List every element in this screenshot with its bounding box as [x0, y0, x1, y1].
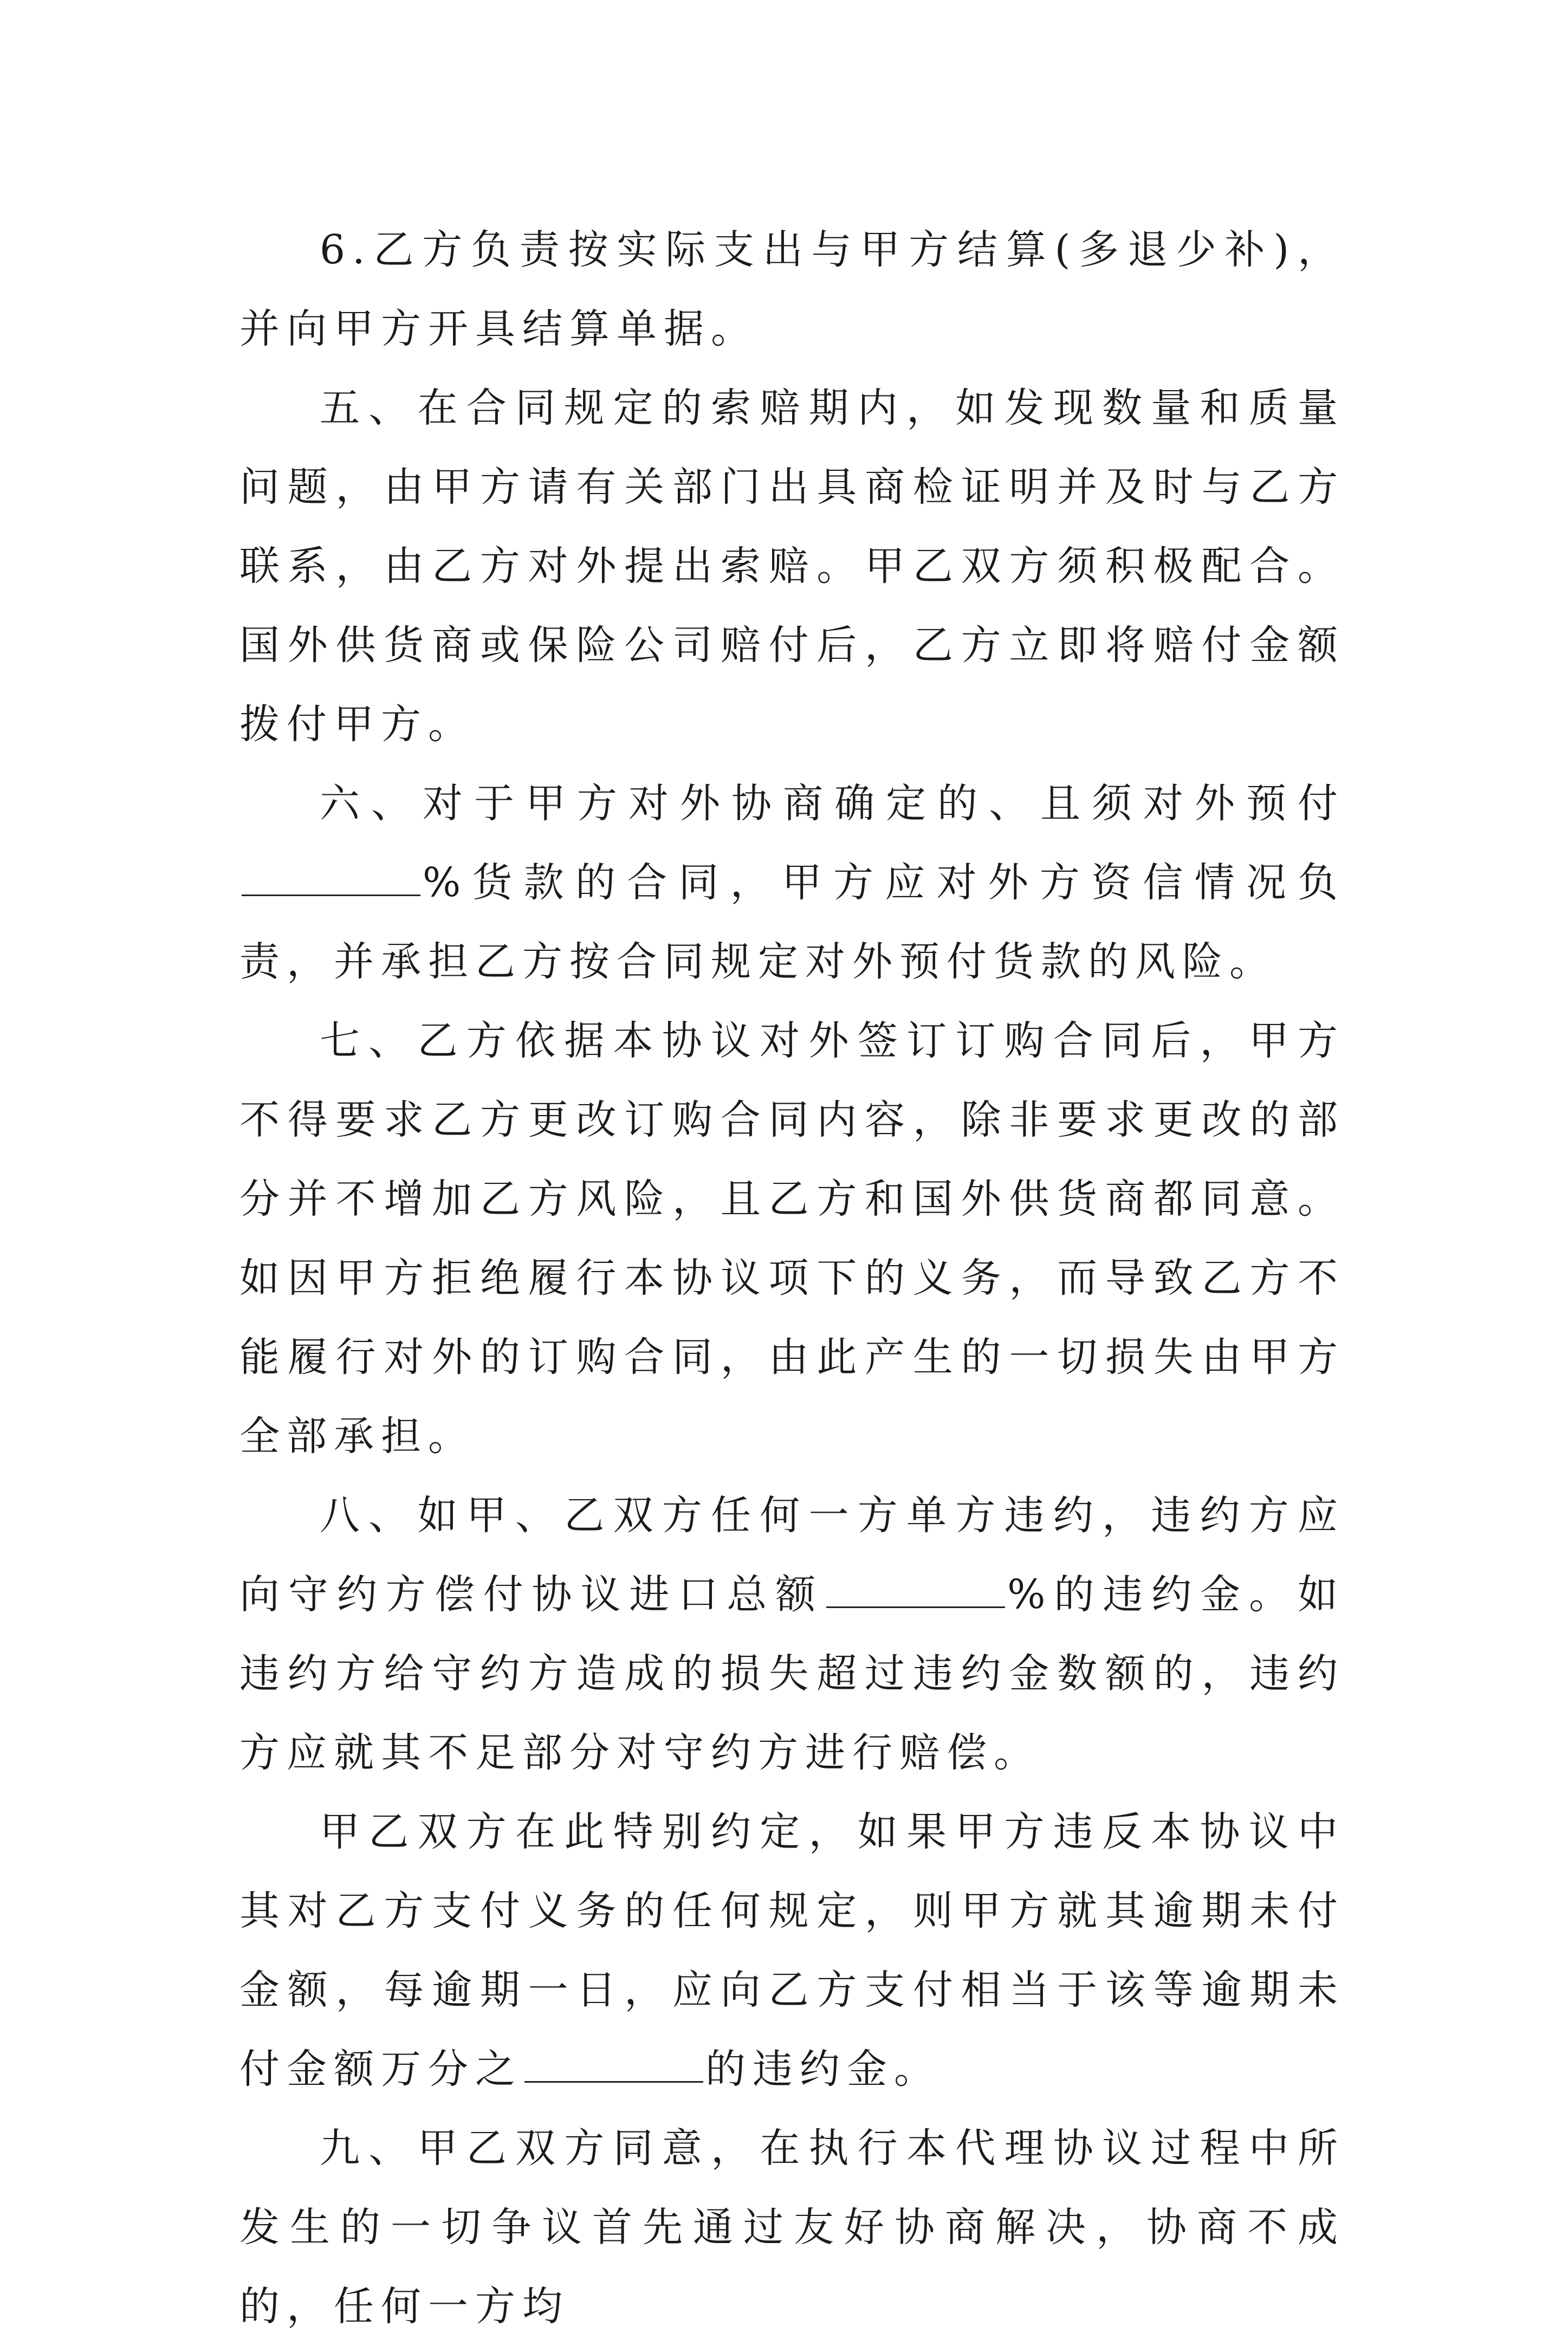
paragraph-text: 6.乙方负责按实际支出与甲方结算(多退少补)，并向甲方开具结算单据。 [239, 226, 1345, 352]
paragraph-text: %货款的合同，甲方应对外方资信情况负责，并承担乙方按合同规定对外预付货款的风险。 [239, 859, 1345, 985]
fill-in-blank [826, 1574, 1005, 1608]
paragraph-text: 的违约金。 [705, 2046, 941, 2092]
paragraph-text: 五、在合同规定的索赔期内，如发现数量和质量问题，由甲方请有关部门出具商检证明并及时与乙方联系，由乙方对外提出索赔。甲乙双方须积极配合。国外供货商或保险公司赔付后，乙方立即将赔付金额拨付甲方。 [239, 385, 1345, 748]
paragraph-contract-changes [239, 1001, 1345, 1476]
paragraph-text: 甲乙双方在此特别约定，如果甲方违反本协议中其对乙方支付义务的任何规定，则甲方就其逾期未付金额，每逾期一日，应向乙方支付相当于该等逾期未付金额万分之 [239, 1809, 1345, 2092]
paragraph-settlement [239, 210, 1345, 368]
paragraph-text: 七、乙方依据本协议对外签订订购合同后，甲方不得要求乙方更改订购合同内容，除非要求更改的部分并不增加乙方风险，且乙方和国外供货商都同意。如因甲方拒绝履行本协议项下的义务，而导致乙方不能履行对外的订购合同，由此产生的一切损失由甲方全部承担。 [239, 1018, 1345, 1460]
paragraph-text: 六、对于甲方对外协商确定的、且须对外预付 [320, 780, 1345, 827]
fill-in-blank [524, 2049, 703, 2083]
paragraph-text: %的违约金。如违约方给守约方造成的损失超过违约金数额的，违约方应就其不足部分对守约方进行赔偿。 [239, 1571, 1345, 1776]
paragraph-breach [239, 1476, 1345, 1792]
paragraph-text: 九、甲乙双方同意，在执行本代理协议过程中所发生的一切争议首先通过友好协商解决，协商不成的，任何一方均 [239, 2125, 1345, 2330]
paragraph-late-payment [239, 1792, 1345, 2109]
paragraph-claims [239, 368, 1345, 764]
document-body [239, 210, 1345, 2346]
fill-in-blank [242, 862, 420, 896]
paragraph-disputes [239, 2109, 1345, 2346]
paragraph-prepayment [239, 764, 1345, 1001]
paragraph-text: 八、如甲、乙双方任何一方单方违约，违约方应向守约方偿付协议进口总额 [239, 1492, 1345, 1618]
